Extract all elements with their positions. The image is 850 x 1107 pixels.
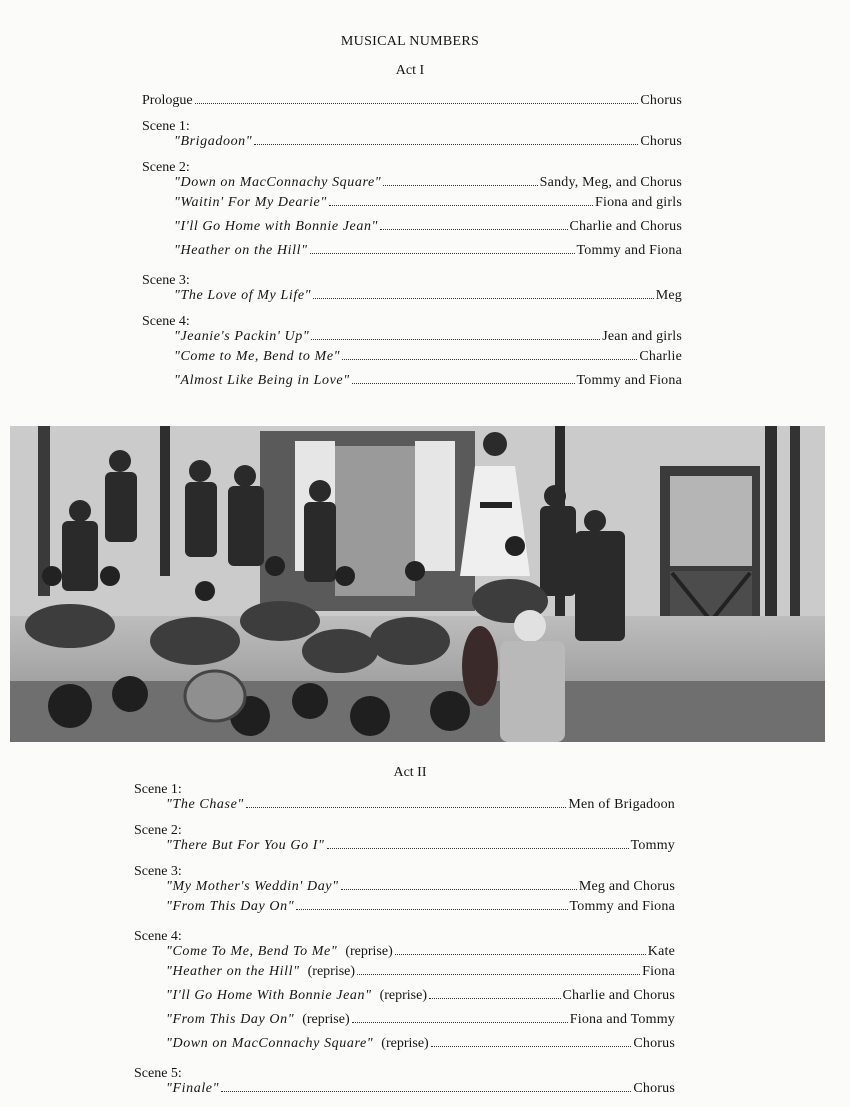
- song-performers: Fiona and Tommy: [569, 1012, 675, 1027]
- scene-label: Scene 4:: [134, 929, 182, 944]
- song-title: "Come to Me, Bend to Me": [174, 349, 341, 364]
- scene-block: [134, 782, 675, 813]
- prologue-row: [142, 93, 682, 109]
- scene-block: [134, 823, 675, 854]
- dot-leader: [357, 974, 640, 975]
- song-performers: Tommy: [630, 838, 675, 853]
- song-title-group: [166, 838, 325, 854]
- scene-label: Scene 2:: [134, 823, 182, 838]
- dot-leader: [327, 848, 629, 849]
- song-title: "Down on MacConnachy Square": [174, 175, 382, 190]
- song-title: "Almost Like Being in Love": [174, 373, 350, 388]
- scene-block: [134, 864, 675, 919]
- song-title: "From This Day On": [166, 899, 295, 914]
- prologue-label: Prologue: [142, 93, 193, 108]
- song-title-group: [166, 1032, 429, 1056]
- song-row: [134, 1008, 675, 1032]
- dot-leader: [195, 103, 639, 104]
- act2-song-list: [134, 782, 675, 1107]
- scene-block: [142, 119, 682, 150]
- song-row: [134, 797, 675, 813]
- stage-photo: [10, 426, 825, 742]
- song-title: "Brigadoon": [174, 134, 253, 149]
- song-row: [134, 960, 675, 984]
- scene-label: Scene 3:: [142, 273, 190, 288]
- dot-leader: [329, 205, 593, 206]
- song-title-group: [166, 960, 355, 984]
- reprise-note: (reprise): [379, 988, 428, 1003]
- song-performers: Kate: [647, 944, 675, 959]
- scene-label: Scene 5:: [134, 1066, 182, 1081]
- prologue-performers: Chorus: [640, 93, 682, 108]
- song-row: [134, 1081, 675, 1097]
- song-title-group: [174, 288, 311, 304]
- song-title: "Down on MacConnachy Square": [166, 1036, 374, 1051]
- act2-heading: Act II: [393, 765, 427, 780]
- song-performers: Men of Brigadoon: [568, 797, 675, 812]
- song-row: [134, 838, 675, 854]
- song-title: "My Mother's Weddin' Day": [166, 879, 339, 894]
- song-performers: Tommy and Fiona: [576, 373, 682, 388]
- song-row: [142, 134, 682, 150]
- page-title: MUSICAL NUMBERS: [340, 34, 480, 49]
- scene-label: Scene 3:: [134, 864, 182, 879]
- prologue-block: [142, 93, 682, 109]
- act1-song-list: [142, 93, 682, 403]
- song-title-group: [166, 797, 244, 813]
- scene-label: Scene 1:: [142, 119, 190, 134]
- song-row: [134, 984, 675, 1008]
- scene-block: [142, 160, 682, 263]
- song-performers: Charlie: [639, 349, 682, 364]
- dot-leader: [383, 185, 537, 186]
- song-row: [142, 239, 682, 263]
- song-row: [142, 175, 682, 191]
- song-title: "Heather on the Hill": [174, 243, 308, 258]
- song-title: "From This Day On": [166, 1012, 295, 1027]
- dot-leader: [431, 1046, 632, 1047]
- song-title: "I'll Go Home with Bonnie Jean": [174, 219, 379, 234]
- song-title-group: [174, 175, 381, 191]
- song-performers: Chorus: [633, 1036, 675, 1051]
- scene-label: Scene 1:: [134, 782, 182, 797]
- scene-label: Scene 4:: [142, 314, 190, 329]
- song-title-group: [174, 329, 309, 345]
- song-performers: Chorus: [633, 1081, 675, 1096]
- song-title-group: [166, 1081, 219, 1097]
- reprise-note: (reprise): [302, 1012, 350, 1027]
- reprise-note: (reprise): [345, 944, 393, 959]
- dot-leader: [311, 339, 600, 340]
- song-performers: Meg and Chorus: [578, 879, 675, 894]
- scene-block: [142, 314, 682, 393]
- song-performers: Chorus: [640, 134, 682, 149]
- song-title: "There But For You Go I": [166, 838, 325, 853]
- dot-leader: [395, 954, 646, 955]
- dot-leader: [341, 889, 577, 890]
- song-row: [134, 895, 675, 919]
- dot-leader: [296, 909, 567, 910]
- song-performers: Fiona: [642, 964, 675, 979]
- song-title: "The Chase": [166, 797, 244, 812]
- song-performers: Tommy and Fiona: [576, 243, 682, 258]
- song-title-group: [174, 215, 378, 239]
- song-row: [142, 215, 682, 239]
- song-title-group: [174, 134, 252, 150]
- reprise-note: (reprise): [381, 1036, 429, 1051]
- song-performers: Meg: [655, 288, 682, 303]
- song-row: [142, 369, 682, 393]
- scene-label: Scene 2:: [142, 160, 190, 175]
- song-title-group: [166, 944, 393, 960]
- dot-leader: [246, 807, 567, 808]
- song-performers: Sandy, Meg, and Chorus: [539, 175, 682, 190]
- song-row: [134, 1032, 675, 1056]
- scene-block: [142, 273, 682, 304]
- song-title-group: [174, 345, 340, 369]
- song-title: "Finale": [166, 1081, 220, 1096]
- song-title-group: [174, 191, 327, 215]
- song-row: [142, 329, 682, 345]
- song-performers: Charlie and Chorus: [562, 988, 675, 1003]
- scene-block: [134, 929, 675, 1056]
- song-performers: Jean and girls: [602, 329, 682, 344]
- song-row: [142, 288, 682, 304]
- song-row: [134, 879, 675, 895]
- act1-heading: Act I: [395, 63, 425, 78]
- song-title-group: [174, 239, 308, 263]
- song-title: "Waitin' For My Dearie": [174, 195, 327, 210]
- song-row: [142, 345, 682, 369]
- song-title-group: [166, 1008, 350, 1032]
- song-performers: Fiona and girls: [595, 195, 682, 210]
- reprise-note: (reprise): [307, 964, 356, 979]
- song-title-group: [166, 895, 294, 919]
- dot-leader: [310, 253, 575, 254]
- dot-leader: [342, 359, 637, 360]
- dot-leader: [313, 298, 654, 299]
- dot-leader: [352, 1022, 568, 1023]
- song-title-group: [174, 369, 350, 393]
- song-title: "Jeanie's Packin' Up": [174, 329, 310, 344]
- scene-block: [134, 1066, 675, 1097]
- song-title-group: [166, 879, 339, 895]
- song-performers: Tommy and Fiona: [569, 899, 675, 914]
- song-title: "I'll Go Home With Bonnie Jean": [166, 988, 372, 1003]
- dot-leader: [352, 383, 575, 384]
- song-title: "Heather on the Hill": [166, 964, 300, 979]
- song-performers: Charlie and Chorus: [569, 219, 682, 234]
- song-title: "The Love of My Life": [174, 288, 312, 303]
- song-row: [134, 944, 675, 960]
- dot-leader: [254, 144, 638, 145]
- dot-leader: [429, 998, 561, 999]
- song-title: "Come To Me, Bend To Me": [166, 944, 338, 959]
- song-title-group: [166, 984, 427, 1008]
- dot-leader: [380, 229, 567, 230]
- dot-leader: [221, 1091, 631, 1092]
- song-row: [142, 191, 682, 215]
